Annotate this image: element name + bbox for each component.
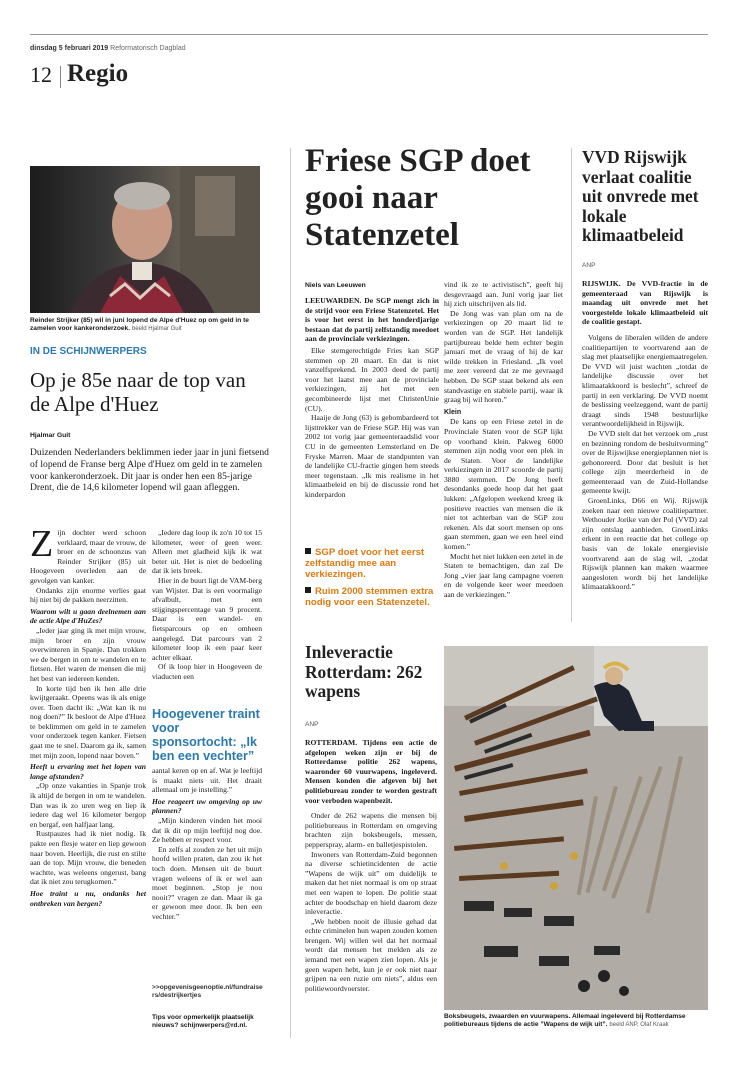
issue-date: dinsdag 5 februari 2019 [30,45,109,52]
body-paragraph: Of ik loop hier in Hoogeveen de viaducten een [152,662,262,681]
pull-quote-1 [305,547,437,580]
article1-col2-bottom-paragraphs [152,766,262,922]
square-bullet-icon [305,548,311,554]
body-paragraph: „We hebben nooit de illusie gehad dat echte criminelen hun wapen zouden komen brengen. Wij willen wel dat het normaal wordt dat mensen het melden als ze iemand met een wapen zien lopen. Als je geen wapen hebt, kun je er ook niet naar grijpen na een ruzie om niets”, aldus een politiewoordvoerster. [305,916,437,993]
body-paragraph: „Iedere dag loop ik zo'n 10 tot 15 kilometer, weer of geen weer. Alleen met gladheid kijk ik wat beter uit. Het is niet de bedoeling dat ik iets breek. [152,528,262,576]
article1-intro: Duizenden Nederlanders beklimmen ieder jaar in juni fietsend of lopend de Franse berg Alpe d'Huez om geld in te zamelen voor kankeronderzoek. Dit jaar is onder hen een 85-jarige Drent, die de 14,6 kilometer lopend wil gaan afleggen. [30,447,269,494]
paper-name: Reformatorisch Dagblad [110,45,186,52]
section-title: Regio [67,60,129,87]
pull-quote-2 [305,586,437,608]
pull-quotes [305,543,437,614]
caption-text: Reinder Strijker (85) wil in juni lopend de Alpe d'Huez op om geld in te zamelen voor kankeronderzoek. [30,317,249,333]
body-paragraph: „Mijn kinderen vinden het mooi dat ik dit op mijn leeftijd nog doe. Ze hebben er respect voor. [152,815,262,845]
article2-headline: Friese SGP doet gooi naar Statenzetel [305,143,531,253]
interview-question: Hoe traint u nu, ondanks het ontbreken van bergen? [30,888,146,908]
article1-headline: Op je 85e naar de top van de Alpe d'Huez [30,368,246,416]
page-number: 12 [30,62,52,87]
article2-col1-paragraphs [305,346,439,500]
body-paragraph: Haaije de Jong (63) is gebombardeerd tot lijsttrekker van de Friese SGP. Hij was van 2002 tot vorig jaar gemeenteraadslid voor CU in de gemeenten Lemsterland en De Fryske Marren. Maar de standpunten van de landelijke CU-fractie gingen hem steeds meer tegenstaan. „Ik mis realisme in het klimaatbeleid en bij de discussie rond het kinderpardon [305,413,439,499]
article1-col2-top [152,528,262,682]
portrait-caption [30,317,260,334]
sidebar-headline: Hoogevener traint voor sponsortocht: „Ik ben een vechter” [152,707,260,763]
article4-agency: ANP [305,721,319,728]
article2-lead: LEEUWARDEN. De SGP mengt zich in de strijd voor een Friese Statenzetel. Het is voor het eerst in het honderdjarige bestaan dat de partij zelfstandig meedoet aan de provinciale verkiezingen. [305,296,439,344]
body-paragraph: Ondanks zijn enorme verlies gaat hij niet bij de pakken neerzitten. [30,585,146,605]
article1-first-paragraph: ijn dochter werd schoon verklaard, maar de vrouw, de broer en de schoonzus van Reinder Strijker (85) uit Hoogeveen overleden aan de gevolgen van kanker. [30,528,146,585]
article2-col2 [444,280,563,600]
pull-quote-1-text: SGP doet voor het eerst zelfstandig mee aan verkiezingen. [305,547,425,580]
caption-credit: beeld Hjalmar Guit [131,326,182,333]
body-paragraph: En zelfs al zouden ze het uit mijn hoofd willen praten, dan zou ik het toch doen. Mensen uit de buurt vragen weleens of ik er wel aan moet beginnen. „Stop je nou nooit?” vragen ze dan. Maar ik ga er gewoon mee door. Ik ben een vechter.” [152,844,262,921]
body-paragraph: Rustpauzes had ik niet nodig. Ik pakte een flesje water en liep gewoon naar boven. Heerlijk, die rust en stilte aan de top. Mijn vrouw, die beneden wachtte, was weleens ongerust, bang dat ik niet zou terugkomen.” [30,829,146,887]
body-paragraph: Mocht het niet lukken een zetel in de Staten te bemachtigen, dan zal De Jong „vier jaar lang campagne voeren en de volgende keer weer meedoen aan de verkiezingen.” [444,551,563,599]
body-paragraph: Volgens de liberalen wilden de andere coalitiepartijen te voortvarend aan de slag met plaatselijke energiemaatregelen. De VVD wil juist wachten „totdat de landelijke discussie over het klimaatakkoord is beslecht”, schreef de partij in een verklaring. De VVD noemt de beslissing veelzeggend, want de partij draagt sinds 1948 bestuurlijke verantwoordelijkheid in Rijswijk. [582,332,708,429]
article1-col2-bottom [152,766,262,922]
article3-agency: ANP [582,262,596,269]
fundraiser-link[interactable]: >>opgevenisgeenoptie.nl/fundraisers/destrijkertjes [152,984,263,1000]
article3-headline: VVD Rijswijk verlaat coalitie uit onvrede met lokale klimaatbeleid [582,147,699,245]
kicker: IN DE SCHIJNWERPERS [30,346,147,357]
tip-line: Tips voor opmerkelijk plaatselijk nieuws? schijnwerpers@rd.nl. [152,1014,254,1030]
body-paragraph: Elke stemgerechtigde Fries kan SGP stemmen op 20 maart. En dat is niet vanzelfsprekend. In 2003 deed de partij voor het laatst mee aan de provinciale verkiezingen, zij het met een gecombineerde lijst met ChristenUnie (CU). [305,345,439,413]
portrait-illustration [30,166,260,313]
article2-col2-paragraphs [444,280,563,600]
body-paragraph: De Jong was van plan om na de verkiezingen op 20 maart lid te worden van de SGP. Het landelijk partijbureau belde hem echter begin januari met de vraag of hij de kar wilde trekken in Friesland. „Ik voel me zeer vereerd dat ze me gevraagd hebben. De SGP staat bekend als een standvastige en stabiele partij, waar ik graag bij wil horen.” [444,308,563,405]
pull-quote-2-text: Ruim 2000 stemmen extra nodig voor een Statenzetel. [305,586,434,608]
article4-paragraphs [305,811,437,993]
interview-question: Hoe reageert uw omgeving op uw plannen? [152,796,262,816]
portrait-photo [30,166,260,313]
article2-col1 [305,296,439,499]
weapons-caption-text: Boksbeugels, zwaarden en vuurwapens. Allemaal ingeleverd bij Rotterdamse politiebureaus tijdens de actie ”Wapens de wijk uit”. [444,1013,686,1029]
article4-lead: ROTTERDAM. Tijdens een actie de afgelopen weken zijn er bij de Rotterdamse politie 262 wapens, waaronder 60 vuurwapens, ingeleverd. Mensen konden die afgeven bij het politiebureau zonder te worden gestraft voor verboden wapenbezit. [305,738,437,805]
body-paragraph: Inwoners van Rotterdam-Zuid begonnen na diverse schietincidenten de actie ”Wapens de wijk uit” om duidelijk te maken dat het niet normaal is om op straat met een wapen te lopen. De politie staat achter de boodschap en hield daarom deze inleveractie. [305,849,437,917]
body-paragraph: GroenLinks, D66 en Wij. Rijswijk zoeken naar een nieuwe coalitiepartner. Wethouder Jorike van der Pol (VVD) zal zijn ontslag aanbieden. GroenLinks erkent in een reactie dat het college op basis van de lokale energievisie voortvarend aan de slag wil, „zodat Rijswijk plannen kan maken waarmee aangesloten wordt bij het landelijke klimaatakkoord.” [582,496,708,592]
weapons-illustration [444,646,708,1010]
body-paragraph: De VVD stelt dat het verzoek om „rust en bezinning rondom de besluitvorming” over de Rijswijkse energieplannen niet is gehonoreerd. Door dat besluit is het college zijn meerderheid in de gemeenteraad van de Zuid-Hollandse gemeente kwijt. [582,428,708,496]
article1-byline: Hjalmar Guit [30,432,71,439]
body-paragraph: De kans op een Friese zetel in de Provinciale Staten voor de SGP lijkt op voorhand klein. Pakweg 6000 stemmen zijn nodig voor een plek in de Staten. Voor de landelijke verkiezingen in 2017 scoorde de partij 3880 stemmen. De Jong heeft desondanks goede hoop dat het gaat lukken: „Afgelopen weekend kreeg ik positieve reacties van mensen die ik niet tot achterban van de SGP zou rekenen. Als dat soort mensen op ons gaan stemmen, gaan we een heel eind komen.” [444,417,563,552]
weapons-caption-credit: beeld ANP, Olaf Kraak [609,1022,669,1029]
article1-col1-paragraphs [30,586,146,909]
body-paragraph: vind ik ze te activistisch”, geeft hij desgevraagd aan. Juni vorig jaar liet hij zich uitschrijven als lid. [444,280,563,309]
column-divider-left [290,148,291,1038]
masthead-line [30,45,186,52]
article4-headline: Inleveractie Rotterdam: 262 wapens [305,642,423,701]
body-paragraph: In korte tijd ben ik hen alle drie kwijtgeraakt. Opeens was ik als enige over. Toen dacht ik: „Wat kan ik nu nog doen?” Ik besloot de Alpe d'Huez te beklimmen om geld in te zamelen voor onderzoek tegen kanker. Fietsen gaat me te snel. Daarom ga ik, samen met mijn zoon, lopend naar boven.” [30,683,146,760]
article2-byline: Niels van Leeuwen [305,282,366,289]
header-divider [60,66,61,88]
article1-col2 [152,528,262,682]
article3-body [582,279,708,592]
body-paragraph: Hier in de buurt ligt de VAM-berg van Wijster. Dat is een voormalige afvalbult, met een stijgingspercentage van 9 procent. Daar is een wandel- en fietsparcours op en omheen aangelegd. Dat parcours van 2 kilometer loop ik een paar keer achter elkaar. [152,575,262,662]
column-divider-right [571,148,572,622]
weapons-photo [444,646,708,1010]
dropcap-block [30,523,146,586]
article4-body [305,738,437,993]
interview-question: Waarom wilt u gaan deelnemen aan de actie Alpe d'HuZes? [30,606,146,626]
weapons-caption [444,1013,710,1030]
article1-col1 [30,523,146,908]
body-paragraph: Onder de 262 wapens die mensen bij politiebureaus in Rotterdam en omgeving brachten zijn boksbeugels, messen, pepperspray, alarm- en balletjespistolen. [305,811,437,849]
article3-paragraphs [582,333,708,592]
dropcap: Z [30,523,54,565]
body-paragraph: „Op onze vakanties in Spanje trok ik altijd de bergen in om te wandelen. Dan was ik zo uren weg en liep ik iedere dag wel 16 kilometer bergop en bergaf, een halfjaar lang. [30,781,146,829]
top-rule [30,34,708,35]
body-paragraph: aantal keren op en af. Wat je leeftijd is maakt niets uit. Het draait allemaal om je instelling.” [152,766,262,795]
interview-question: Heeft u ervaring met het lopen van lange afstanden? [30,762,146,781]
subheading: Klein [444,408,462,416]
article3-lead: RIJSWIJK. De VVD-fractie in de gemeenteraad van Rijswijk is maandag uit onvrede met het voorgestelde lokale klimaatbeleid uit de coalitie gestapt. [582,279,708,327]
square-bullet-icon [305,587,311,593]
body-paragraph: „Ieder jaar ging ik met mijn vrouw, mijn broer en zijn vrouw overwinteren in Spanje. Dan trokken we de bergen in om te wandelen en te fietsen. Het waren de mensen die mij het best van iedereen kenden. [30,625,146,683]
